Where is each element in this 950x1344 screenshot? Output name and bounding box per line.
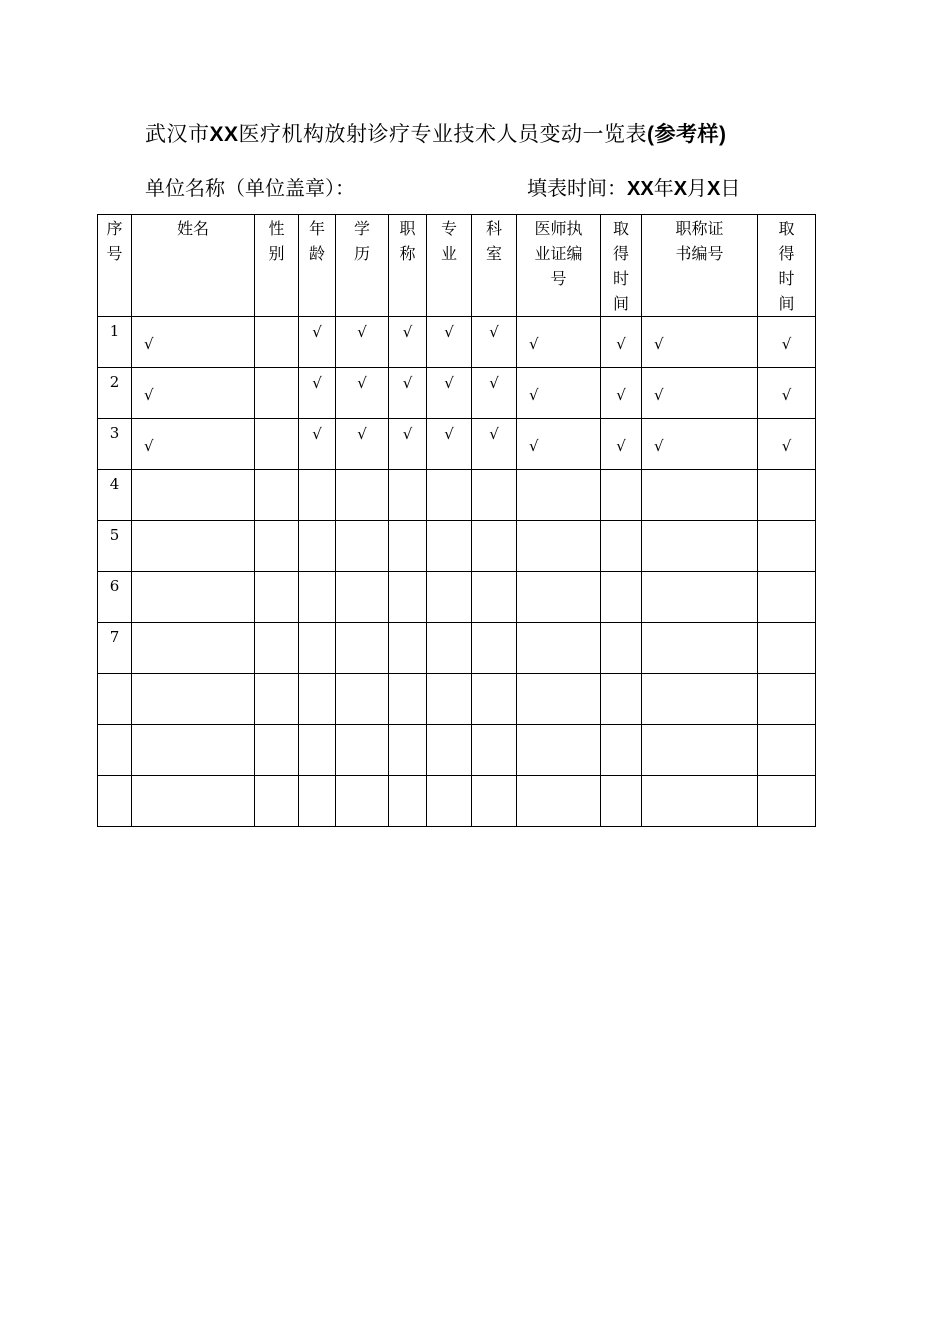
cell-gender [255, 368, 299, 419]
cell-age [299, 572, 336, 623]
cell-name [132, 674, 255, 725]
cell-education [336, 470, 389, 521]
cell-title [389, 674, 427, 725]
cell-license-date [601, 725, 642, 776]
cell-major [427, 470, 472, 521]
cell-cert-date [758, 623, 816, 674]
cell-major [427, 368, 472, 419]
check-mark: √ [357, 374, 367, 392]
cell-education [336, 521, 389, 572]
header-cell [472, 215, 517, 317]
header-cert-date: 取 得 时 间 [778, 219, 795, 313]
title-main: 医疗机构放射诊疗专业技术人员变动一览表 [238, 122, 648, 146]
cell-serial [98, 419, 132, 470]
cell-serial [98, 725, 132, 776]
cell-major [427, 572, 472, 623]
check-mark: √ [312, 374, 322, 392]
cell-age [299, 776, 336, 827]
cell-major [427, 776, 472, 827]
title-placeholder: XX [209, 123, 239, 146]
cell-department [472, 470, 517, 521]
cell-cert-no [642, 419, 758, 470]
cell-serial [98, 470, 132, 521]
cell-gender [255, 521, 299, 572]
header-department: 科 室 [485, 219, 502, 263]
cell-license-date [601, 623, 642, 674]
cell-cert-date [758, 725, 816, 776]
cell-age [299, 674, 336, 725]
check-mark: √ [529, 386, 539, 404]
cell-education [336, 419, 389, 470]
check-mark: √ [654, 335, 664, 353]
cell-gender [255, 623, 299, 674]
cell-age [299, 470, 336, 521]
header-cell [132, 215, 255, 317]
check-mark: √ [781, 386, 792, 404]
cell-cert-no [642, 623, 758, 674]
check-mark: √ [144, 335, 154, 353]
cell-license-no [517, 674, 601, 725]
check-mark: √ [654, 386, 664, 404]
cell-major [427, 674, 472, 725]
cell-age [299, 419, 336, 470]
cell-license-no [517, 521, 601, 572]
cell-cert-no [642, 776, 758, 827]
check-mark: √ [616, 437, 626, 455]
cell-cert-no [642, 725, 758, 776]
row-number: 7 [109, 628, 120, 646]
cell-serial [98, 521, 132, 572]
fill-day: X [707, 178, 721, 200]
table-header [98, 215, 816, 317]
cell-gender [255, 725, 299, 776]
personnel-table [97, 214, 816, 827]
cell-education [336, 572, 389, 623]
cell-license-date [601, 368, 642, 419]
check-mark: √ [616, 335, 626, 353]
cell-cert-no [642, 317, 758, 368]
cell-title [389, 521, 427, 572]
cell-department [472, 419, 517, 470]
header-cell [758, 215, 816, 317]
cell-cert-no [642, 521, 758, 572]
header-cell [427, 215, 472, 317]
cell-cert-date [758, 776, 816, 827]
title-prefix: 武汉市 [145, 122, 210, 146]
check-mark: √ [489, 323, 499, 341]
cell-license-date [601, 470, 642, 521]
cell-age [299, 368, 336, 419]
table-row [98, 419, 816, 470]
cell-gender [255, 317, 299, 368]
cell-name [132, 623, 255, 674]
cell-education [336, 317, 389, 368]
header-license-date: 取 得 时 间 [612, 219, 629, 313]
check-mark: √ [312, 425, 322, 443]
header-cell [517, 215, 601, 317]
check-mark: √ [144, 386, 154, 404]
cell-title [389, 776, 427, 827]
fill-date-line [527, 172, 740, 201]
cell-title [389, 368, 427, 419]
table-body [98, 317, 816, 827]
cell-license-date [601, 572, 642, 623]
cell-license-no [517, 470, 601, 521]
table-row [98, 572, 816, 623]
cell-education [336, 725, 389, 776]
cell-name [132, 776, 255, 827]
cell-gender [255, 776, 299, 827]
year-char: 年 [653, 176, 674, 200]
cell-license-date [601, 317, 642, 368]
cell-major [427, 623, 472, 674]
cell-serial [98, 776, 132, 827]
table-row [98, 674, 816, 725]
cell-serial [98, 368, 132, 419]
cell-license-no [517, 419, 601, 470]
header-cell [299, 215, 336, 317]
cell-age [299, 521, 336, 572]
cell-serial [98, 317, 132, 368]
header-cert-no: 职称证 书编号 [675, 219, 724, 263]
cell-serial [98, 674, 132, 725]
cell-cert-date [758, 674, 816, 725]
cell-major [427, 521, 472, 572]
check-mark: √ [444, 374, 454, 392]
cell-license-date [601, 419, 642, 470]
cell-license-no [517, 572, 601, 623]
header-age: 年 龄 [308, 219, 325, 263]
check-mark: √ [781, 437, 792, 455]
cell-major [427, 419, 472, 470]
header-cell [255, 215, 299, 317]
cell-license-no [517, 368, 601, 419]
cell-cert-date [758, 521, 816, 572]
table-row [98, 317, 816, 368]
cell-department [472, 317, 517, 368]
table-row [98, 368, 816, 419]
row-number [98, 725, 131, 727]
row-number: 6 [109, 577, 120, 595]
cell-title [389, 419, 427, 470]
check-mark: √ [616, 386, 626, 404]
cell-education [336, 368, 389, 419]
page-title [145, 118, 727, 148]
cell-title [389, 470, 427, 521]
table-row [98, 725, 816, 776]
cell-license-date [601, 674, 642, 725]
cell-title [389, 317, 427, 368]
cell-department [472, 521, 517, 572]
check-mark: √ [529, 437, 539, 455]
check-mark: √ [357, 323, 367, 341]
cell-license-date [601, 521, 642, 572]
check-mark: √ [489, 425, 499, 443]
cell-license-date [601, 776, 642, 827]
cell-license-no [517, 725, 601, 776]
cell-gender [255, 419, 299, 470]
header-gender: 性 别 [268, 219, 285, 263]
cell-age [299, 725, 336, 776]
cell-name [132, 368, 255, 419]
header-name: 姓名 [176, 219, 209, 238]
fill-date-label: 填表时间： [527, 176, 627, 200]
cell-department [472, 725, 517, 776]
check-mark: √ [402, 323, 413, 341]
cell-name [132, 317, 255, 368]
check-mark: √ [357, 425, 367, 443]
header-cell [642, 215, 758, 317]
cell-department [472, 674, 517, 725]
header-cell [389, 215, 427, 317]
header-education: 学 历 [353, 219, 370, 263]
cell-name [132, 521, 255, 572]
table-row [98, 776, 816, 827]
cell-title [389, 623, 427, 674]
cell-name [132, 470, 255, 521]
cell-cert-date [758, 419, 816, 470]
cell-serial [98, 572, 132, 623]
check-mark: √ [489, 374, 499, 392]
cell-age [299, 623, 336, 674]
cell-license-no [517, 623, 601, 674]
cell-cert-date [758, 317, 816, 368]
cell-education [336, 776, 389, 827]
header-serial: 序 号 [106, 219, 123, 263]
cell-age [299, 317, 336, 368]
row-number: 4 [109, 475, 120, 493]
header-cell [336, 215, 389, 317]
day-char: 日 [720, 176, 741, 200]
header-cell [601, 215, 642, 317]
header-title: 职 称 [399, 219, 416, 263]
cell-cert-no [642, 572, 758, 623]
row-number: 2 [109, 373, 120, 391]
check-mark: √ [402, 425, 413, 443]
table-row [98, 470, 816, 521]
row-number: 3 [109, 424, 120, 442]
cell-name [132, 572, 255, 623]
table-row [98, 623, 816, 674]
cell-title [389, 572, 427, 623]
cell-cert-date [758, 572, 816, 623]
cell-cert-no [642, 470, 758, 521]
cell-education [336, 674, 389, 725]
cell-license-no [517, 317, 601, 368]
cell-gender [255, 572, 299, 623]
cell-serial [98, 623, 132, 674]
cell-major [427, 317, 472, 368]
check-mark: √ [144, 437, 154, 455]
cell-title [389, 725, 427, 776]
cell-department [472, 572, 517, 623]
row-number: 1 [109, 322, 120, 340]
cell-department [472, 776, 517, 827]
check-mark: √ [444, 323, 454, 341]
row-number: 5 [109, 526, 120, 544]
month-char: 月 [687, 176, 708, 200]
header-major: 专 业 [440, 219, 457, 263]
check-mark: √ [654, 437, 664, 455]
header-cell [98, 215, 132, 317]
header-license-no: 医师执 业证编 号 [534, 219, 583, 288]
cell-cert-no [642, 368, 758, 419]
cell-cert-no [642, 674, 758, 725]
cell-education [336, 623, 389, 674]
cell-name [132, 725, 255, 776]
cell-gender [255, 470, 299, 521]
check-mark: √ [529, 335, 539, 353]
cell-gender [255, 674, 299, 725]
table-row [98, 521, 816, 572]
check-mark: √ [781, 335, 792, 353]
header-row [98, 215, 816, 317]
cell-cert-date [758, 470, 816, 521]
unit-name-label: 单位名称（单位盖章）： [145, 176, 355, 200]
check-mark: √ [402, 374, 413, 392]
cell-major [427, 725, 472, 776]
cell-cert-date [758, 368, 816, 419]
row-number [98, 776, 131, 778]
fill-month: X [673, 178, 688, 200]
row-number [98, 674, 131, 676]
cell-name [132, 419, 255, 470]
check-mark: √ [444, 425, 454, 443]
cell-department [472, 623, 517, 674]
title-suffix: (参考样) [647, 123, 727, 146]
fill-year: XX [627, 178, 654, 200]
cell-license-no [517, 776, 601, 827]
cell-department [472, 368, 517, 419]
check-mark: √ [312, 323, 322, 341]
